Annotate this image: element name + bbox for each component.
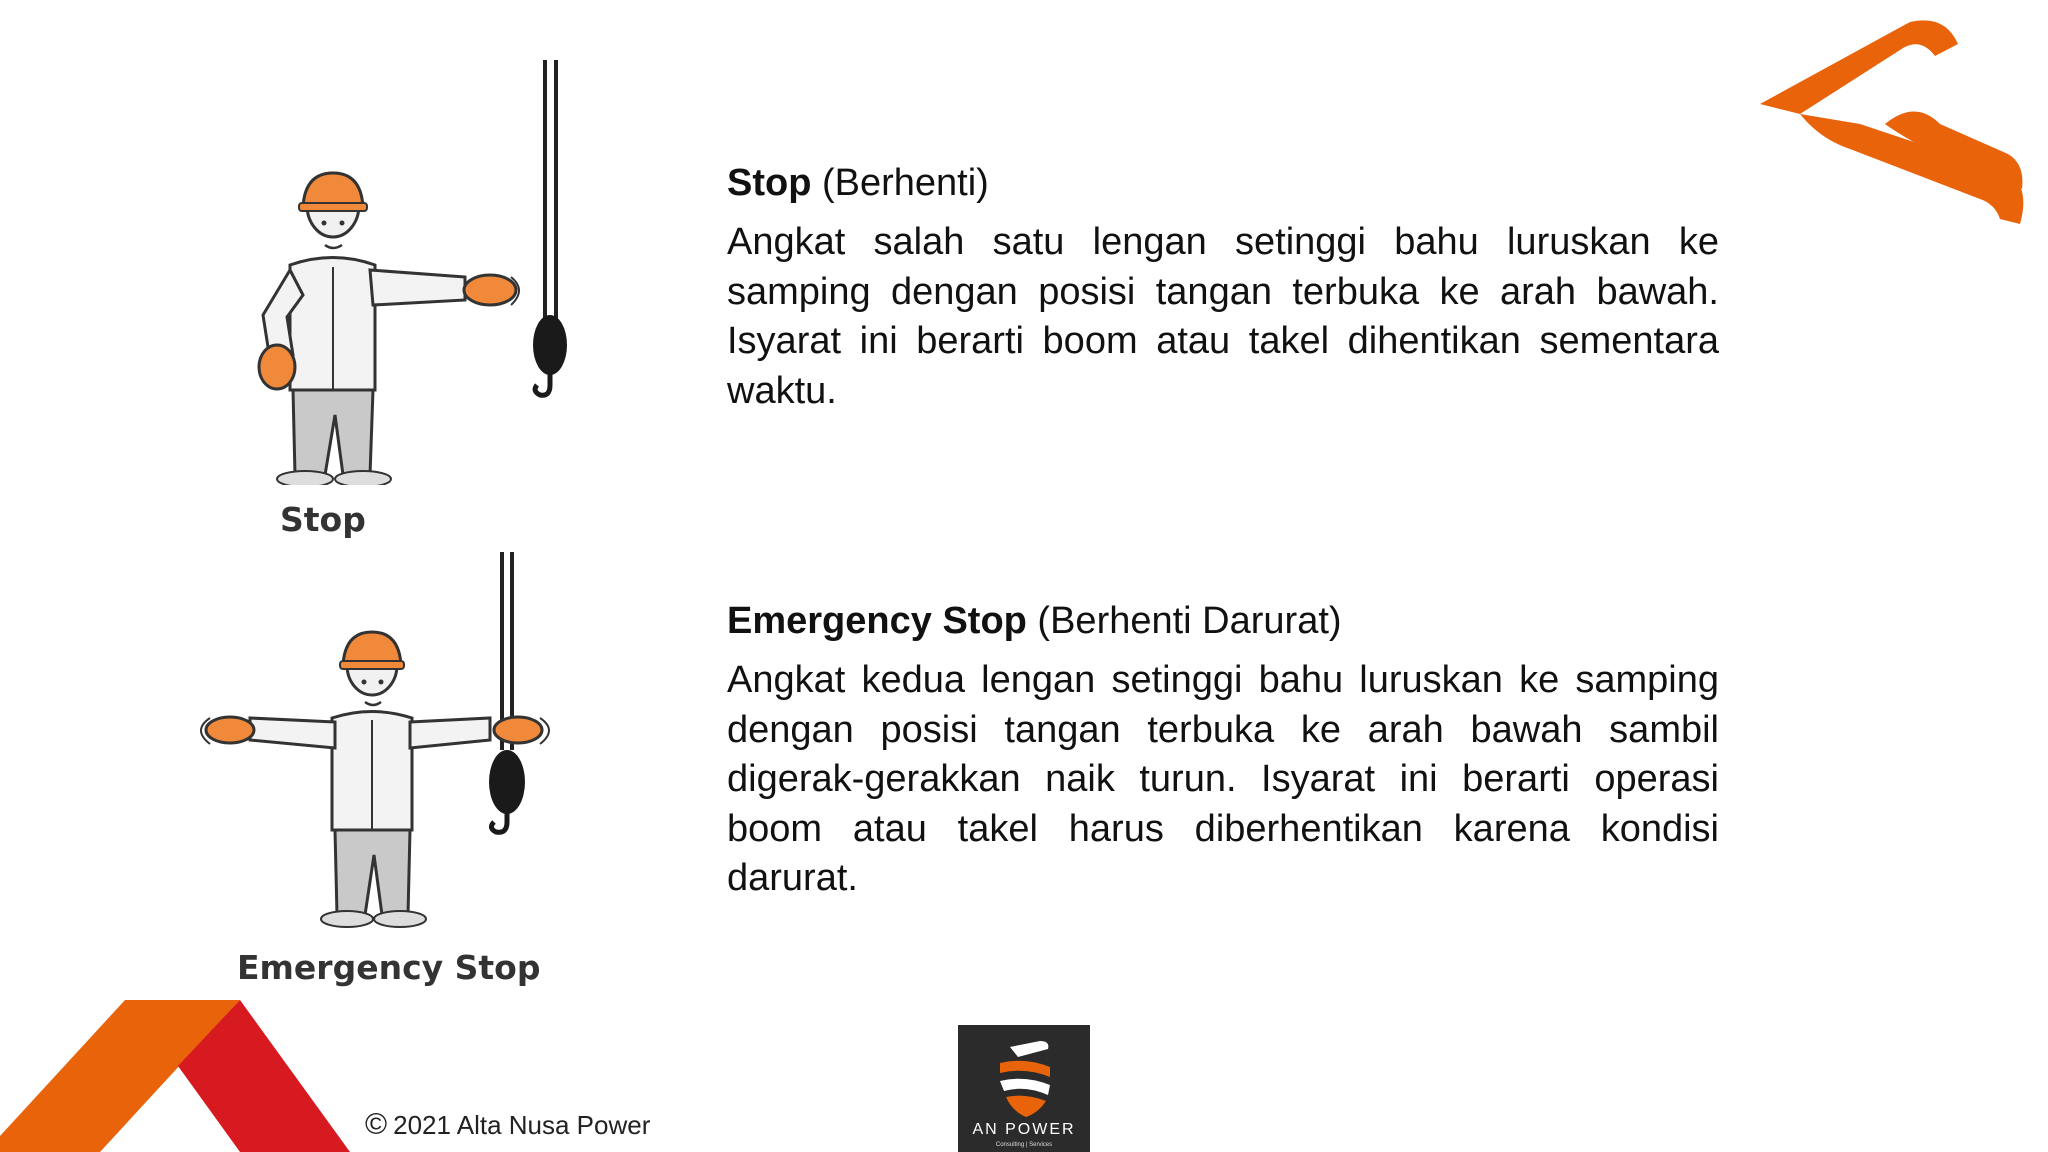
stop-heading-bold: Stop xyxy=(727,162,812,204)
emergency-stop-heading-bold: Emergency Stop xyxy=(727,600,1027,642)
emergency-stop-description: Angkat kedua lengan setinggi bahu luruskan ke samping dengan posisi tangan terbuka ke arah bawah sambil digerak-gerakkan naik turun. Isyarat ini berarti operasi boom atau takel harus diberhentikan karena kondisi darurat. xyxy=(727,659,1719,899)
decorative-corner-shape xyxy=(0,998,360,1152)
stop-signal-illustration xyxy=(225,55,585,485)
crane-hook-icon xyxy=(489,750,525,814)
crane-hook-icon xyxy=(533,315,567,375)
an-power-logo-text: AN POWER xyxy=(972,1121,1076,1138)
copyright-symbol: © xyxy=(365,1108,388,1141)
emergency-stop-signal-illustration xyxy=(190,550,590,940)
emergency-stop-description-block xyxy=(727,598,1719,904)
stop-description: Angkat salah satu lengan setinggi bahu luruskan ke samping dengan posisi tangan terbuka ke arah bawah. Isyarat ini berarti boom atau takel dihentikan sementara waktu. xyxy=(727,221,1719,412)
stop-heading-rest: (Berhenti) xyxy=(811,162,989,204)
an-power-logo-icon xyxy=(990,1037,1060,1117)
emergency-stop-figure-caption: Emergency Stop xyxy=(237,948,541,987)
stop-description-block xyxy=(727,160,1719,416)
an-power-logo-subtext: Consulting | Services xyxy=(995,1142,1053,1148)
stop-heading xyxy=(727,160,1719,206)
emergency-stop-heading-rest: (Berhenti Darurat) xyxy=(1026,600,1342,642)
stop-figure-caption: Stop xyxy=(280,500,366,539)
an-power-logo xyxy=(958,1025,1090,1152)
emergency-stop-heading xyxy=(727,598,1719,644)
copyright-text: 2021 Alta Nusa Power xyxy=(393,1110,651,1140)
copyright-notice xyxy=(365,1108,650,1142)
brand-logo-icon xyxy=(1740,14,2040,224)
